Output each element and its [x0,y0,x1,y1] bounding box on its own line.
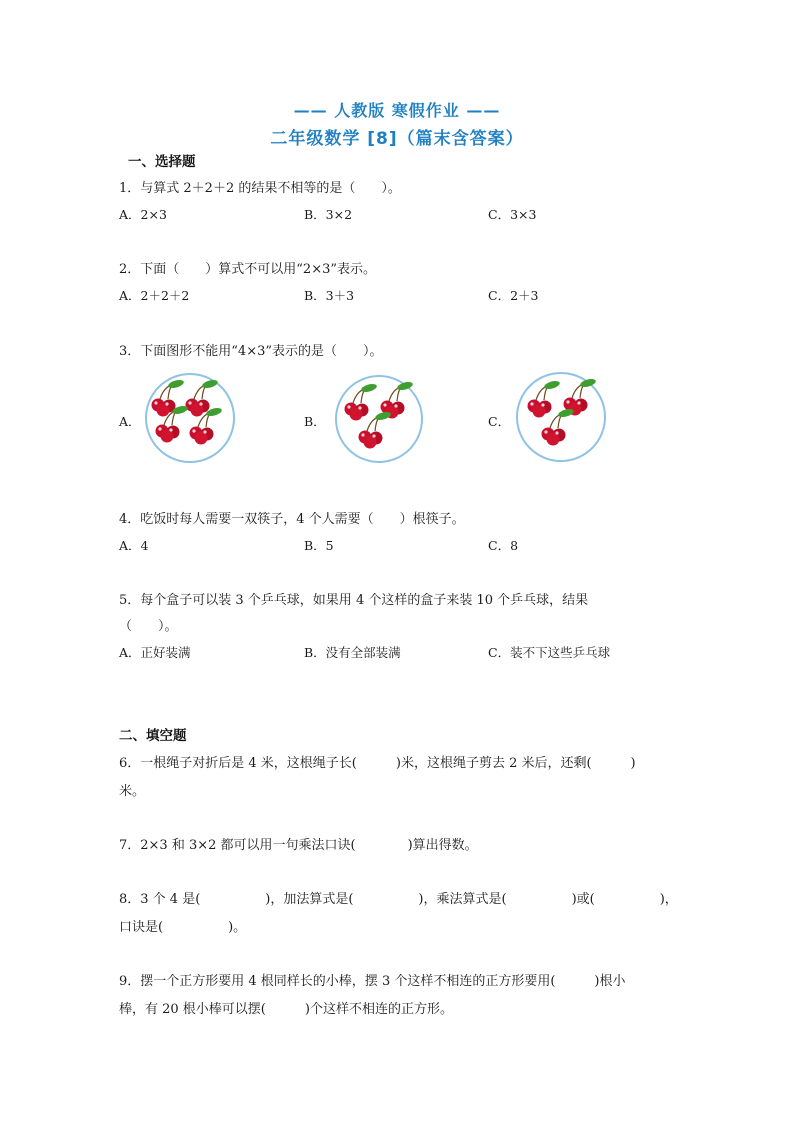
question-4: 4．吃饭时每人需要一双筷子，4 个人需要（ ）根筷子。 [119,512,465,527]
cherry-plate-icon [514,370,608,464]
section-heading-choice: 一、选择题 [128,154,196,170]
q5-option-b: B．没有全部装满 [304,645,401,660]
q3-option-a: A． [119,414,141,429]
q1-option-b: B．3×2 [304,207,353,222]
q2-option-b: B．3＋3 [304,288,355,303]
q5-option-c: C．装不下这些乒乓球 [488,645,611,660]
q3-option-c: C． [488,414,511,429]
q4-option-c: C．8 [488,538,519,553]
q4-option-b: B．5 [304,538,334,553]
question-1: 1．与算式 2＋2＋2 的结果不相等的是（ ）。 [119,181,401,196]
document-subtitle: 二年级数学 [8]（篇末含答案） [270,129,524,149]
question-3: 3．下面图形不能用“4×3”表示的是（ ）。 [119,344,383,359]
question-7: 7．2×3 和 3×2 都可以用一句乘法口诀( )算出得数。 [119,838,478,853]
question-8: 8．3 个 4 是( )，加法算式是( )，乘法算式是( )或( )， [119,892,678,907]
q1-option-c: C．3×3 [488,207,537,222]
q2-option-c: C．2＋3 [488,288,539,303]
q3-option-b: B． [304,414,326,429]
q1-option-a: A．2×3 [119,207,167,222]
question-9-continuation: 棒，有 20 根小棒可以摆( )个这样不相连的正方形。 [119,1002,453,1017]
question-2: 2．下面（ ）算式不可以用“2×3”表示。 [119,262,376,277]
q2-option-a: A．2＋2＋2 [119,288,190,303]
section-heading-fill-blank: 二、填空题 [119,728,187,744]
q4-option-a: A．4 [119,538,149,553]
question-5: 5．每个盒子可以装 3 个乒乓球，如果用 4 个这样的盒子来装 10 个乒乓球，结果 [119,593,589,608]
document-title: —— 人教版 寒假作业 —— [293,101,501,120]
cherry-plate-icon [142,371,238,465]
question-5-continuation: （ ）。 [119,619,178,634]
question-9: 9．摆一个正方形要用 4 根同样长的小棒，摆 3 个这样不相连的正方形要用( )根小 [119,974,626,989]
question-6-continuation: 米。 [119,784,146,799]
question-6: 6．一根绳子对折后是 4 米，这根绳子长( )米，这根绳子剪去 2 米后，还剩( ) [119,756,636,771]
q5-option-a: A．正好装满 [119,645,191,660]
cherry-plate-icon [333,373,425,465]
question-8-continuation: 口诀是( )。 [119,920,247,935]
